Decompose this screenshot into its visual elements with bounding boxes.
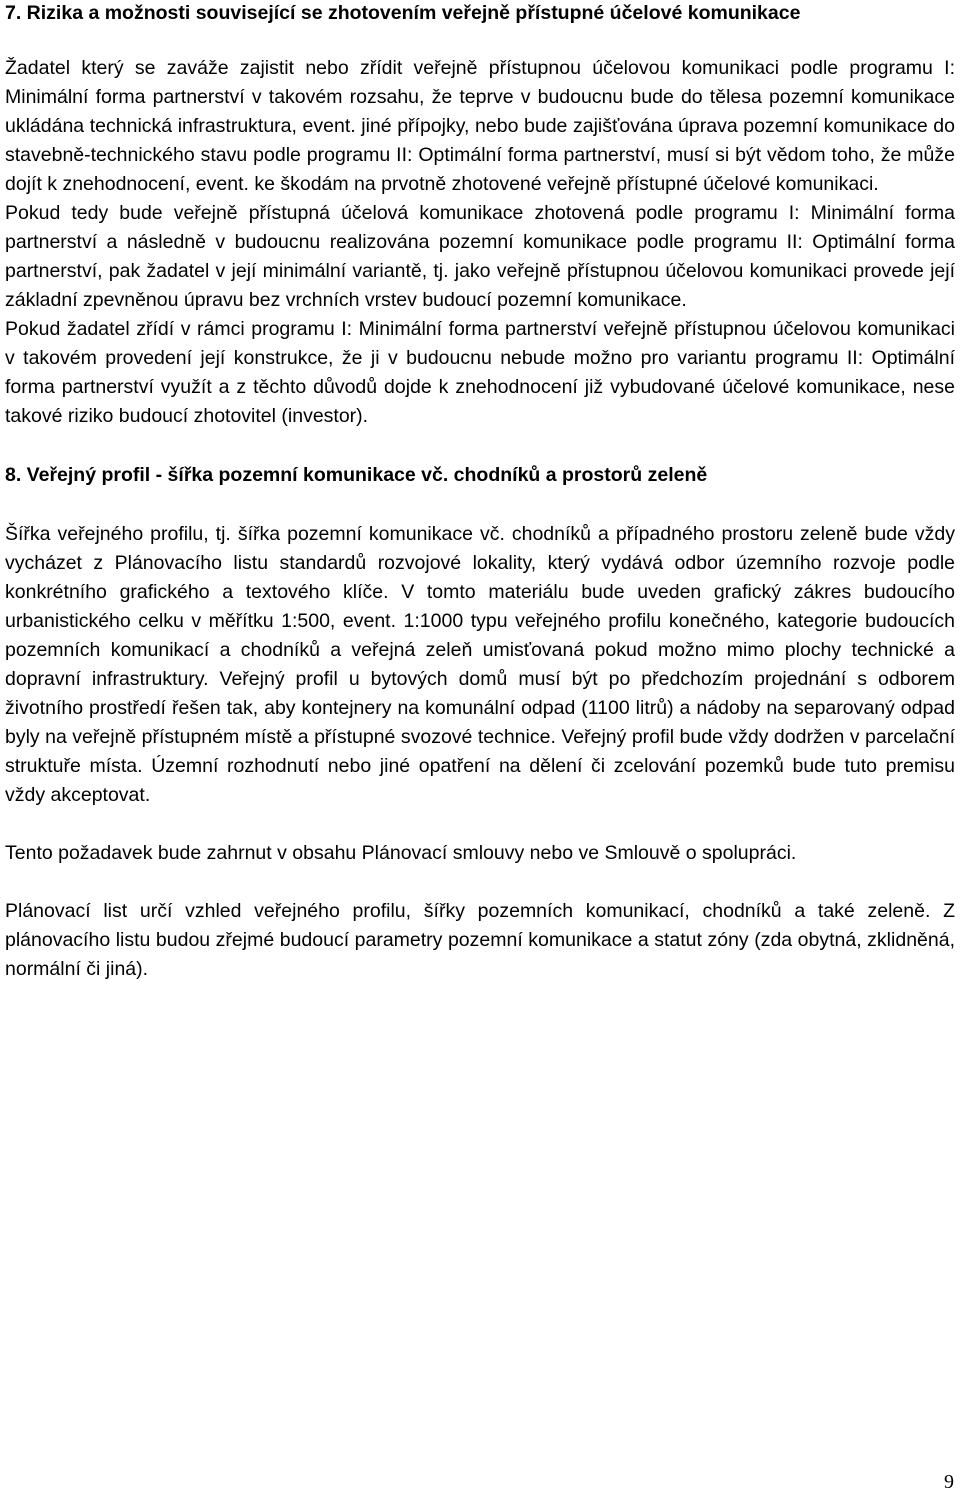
section-7-paragraph-2: Pokud tedy bude veřejně přístupná účelová komunikace zhotovená podle programu I: Minimální forma partnerství a následně v budoucnu realizována pozemní komunikace podle programu II: Optimální forma partnerství, pak žadatel v její minimální variantě, tj. jako veřejně přístupnou účelovou komunikaci provede její základní zpevněnou úpravu bez vrchních vrstev budoucí pozemní komunikace. — [5, 202, 955, 311]
section-7-paragraph-3: Pokud žadatel zřídí v rámci programu I: Minimální forma partnerství veřejně přístupnou účelovou komunikaci v takovém provedení její konstrukce, že ji v budoucnu nebude možno pro variantu programu II: Optimální forma partnerství využít a z těchto důvodů dojde k znehodnocení již vybudované účelové komunikace, nese takové riziko budoucí zhotovitel (investor). — [5, 318, 955, 427]
section-8-heading: 8. Veřejný profil - šířka pozemní komunikace vč. chodníků a prostorů zeleně — [5, 464, 708, 486]
section-8-paragraph-3: Plánovací list určí vzhled veřejného profilu, šířky pozemních komunikací, chodníků a také zeleně. Z plánovacího listu budou zřejmé budoucí parametry pozemní komunikace a statut zóny (zda obytná, zklidněná, normální či jiná). — [5, 900, 955, 980]
section-8-paragraph-1: Šířka veřejného profilu, tj. šířka pozemní komunikace vč. chodníků a případného prostoru zeleně bude vždy vycházet z Plánovacího listu standardů rozvojové lokality, který vydává odbor územního rozvoje podle konkrétního grafického a textového klíče. V tomto materiálu bude uveden grafický zákres budoucího urbanistického celku v měřítku 1:500, event. 1:1000 typu veřejného profilu konečného, kategorie budoucích pozemních komunikací a chodníků a veřejná zeleň umisťovaná pokud možno mimo plochy technické a dopravní infrastruktury. Veřejný profil u bytových domů musí být po předchozím projednání s odborem životního prostředí řešen tak, aby kontejnery na komunální odpad (1100 litrů) a nádoby na separovaný odpad byly na veřejně přístupném místě a přístupné svozové technice. Veřejný profil bude vždy dodržen v parcelační struktuře místa. Územní rozhodnutí nebo jiné opatření na dělení či zcelování pozemků bude tuto premisu vždy akceptovat. — [5, 523, 955, 806]
section-8-paragraph-2: Tento požadavek bude zahrnut v obsahu Plánovací smlouvy nebo ve Smlouvě o spolupráci. — [5, 842, 797, 864]
page-number: 9 — [944, 1471, 954, 1493]
section-7-paragraph-1: Žadatel který se zaváže zajistit nebo zřídit veřejně přístupnou účelovou komunikaci podle programu I: Minimální forma partnerství v takovém rozsahu, že teprve v budoucnu bude do tělesa pozemní komunikace ukládána technická infrastruktura, event. jiné přípojky, nebo bude zajišťována úprava pozemní komunikace do stavebně-technického stavu podle programu II: Optimální forma partnerství, musí si být vědom toho, že může dojít k znehodnocení, event. ke škodám na prvotně zhotovené veřejně přístupné účelové komunikaci. — [5, 57, 955, 195]
section-7-heading: 7. Rizika a možnosti související se zhotovením veřejně přístupné účelové komunikace — [5, 2, 801, 24]
document-page — [5, 0, 955, 984]
